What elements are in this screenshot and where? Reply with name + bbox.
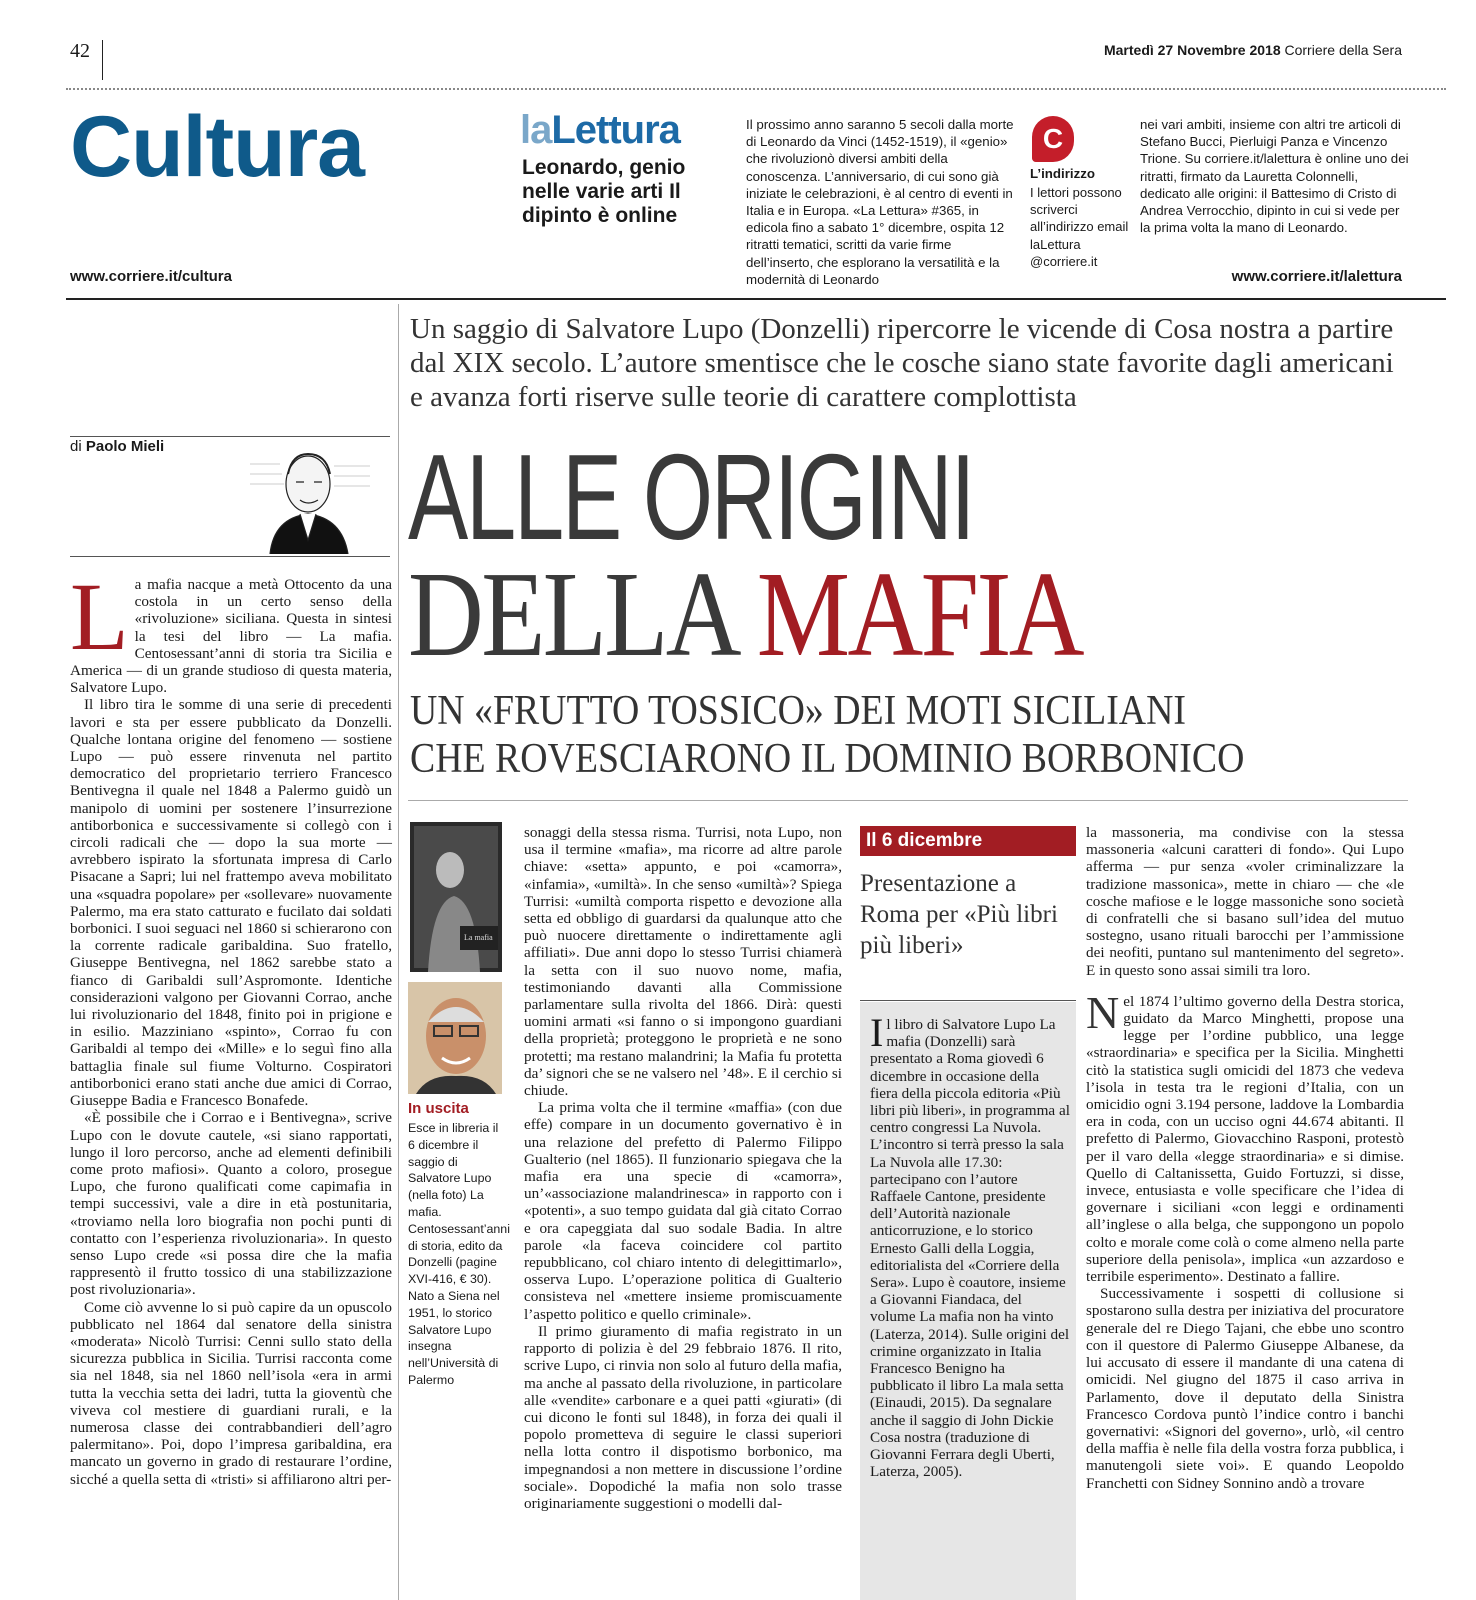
article-column-3 [1086,824,1404,1492]
byline-rule [70,436,390,437]
subtitle-line-2: CHE ROVESCIARONO IL DOMINIO BORBONICO [410,736,1245,782]
byline-prefix: di [70,438,82,455]
box-rule [860,1000,1076,1001]
paragraph: sonaggi della stessa risma. Turrisi, nota Lupo, non usa il termine «mafia», ma ricorre ad altre parole chiave: «setta» appunto, e poi «camorra», «infamia», «umiltà». In che senso «umiltà»? Spiega Turrisi: «umiltà comporta rispetto e devozione alla setta ed obbligo di guardarsi da qualunque atto che può nuocere direttamente o indirettamente agli affiliati». Due anni dopo lo stesso Turrisi chiamerà la setta con il suo nuovo nome, mafia, testimoniando davanti alla Commissione parlamentare sulla rivolta del 1866. Dirà: questi uomini armati «si fanno o si impongono guardiani della proprietà; proteggono le proprietà e ne sono protetti; ma restano malandrini; la Mafia fu protetta da’ signori che se ne valsero nel ’48». E il cerchio si chiude. [524,824,842,1100]
paragraph: Il libro tira le somme di una serie di precedenti lavori e sta per essere pubblicato da Donzelli. Qualche lontana origine del fenomeno — sostiene Lupo — può essere rinvenuta nel partito democratico del proprietario terriero Francesco Bentivegna il quale nel 1848 a Palermo guidò un manipolo di uomini per sostenere l’insurrezione antiborbonica e successivamente si collegò con i circoli radicali che — dopo la sua morte — avrebbero ispirato la sfortunata impresa di Carlo Pisacane a Sapri; lui nel frattempo aveva mobilitato una «squadra popolare» per «sollevare» nuovamente Palermo, ma era stato catturato e fucilato dai soldati borbonici. I suoi seguaci nel 1860 si schierarono con la corrente radicale garibaldina. Suo fratello, Giuseppe Bentivegna, nel 1862 sarebbe stato a fianco di Garibaldi sull’Aspromonte. Identiche considerazioni valgono per Giovanni Corrao, anche lui rivoluzionario del 1848, finito poi in prigione e in esilio. Mazziniano «spinto», Corrao fu con Garibaldi al tempo dei «Mille» e lo seguì fino alla battaglia finale sul fiume Volturno. Cospiratori antiborbonici erano stati anche due amici di Corrao, Giuseppe Badia e Francesco Bonafede. [70,696,392,1110]
paragraph: «È possibile che i Corrao e i Bentivegna», scrive Lupo con le dovute cautele, «si siano rapportati, lungo il loro percorso, anche ad elementi definibili come proto mafiosi». Quanto a coloro, prosegue Lupo, che furono qualificati come capimafia in tempi successivi, vale a dire in età postunitaria, «troviamo nella loro biografia non pochi punti di contatto con l’esperienza rivoluzionaria». In questo senso Lupo crede «si possa dire che la mafia rappresentò il frutto tossico di una stabilizzazione post rivoluzionaria». [70,1109,392,1299]
section-url[interactable]: www.corriere.it/cultura [70,268,232,285]
dateline [1104,42,1402,58]
issue-date: Martedì 27 Novembre 2018 [1103,42,1281,58]
article-kicker: Un saggio di Salvatore Lupo (Donzelli) ripercorre le vicende di Cosa nostra a partire dal XIX secolo. L’autore smentisce che le cosche siano state favorite dagli americani e avanza forti riserve sulle teorie di carattere complottista [410,313,1394,413]
headline-line-2 [408,547,1082,682]
author-portrait-image [230,444,380,554]
lettura-url[interactable]: www.corriere.it/lalettura [1231,268,1402,285]
header-divider [102,40,103,80]
box-text [870,1010,1070,1481]
section-title: Cultura [70,99,364,195]
page-number: 42 [70,40,90,62]
article-column-1 [70,563,392,1488]
headline-mafia: MAFIA [756,547,1082,682]
paragraph: La prima volta che il termine «maffia» (con due effe) compare in un documento governativo è in una relazione del prefetto di Palermo Filippo Gualterio (nel 1865). Il funzionario spiegava che la mafia era una specie di «camorra», un’«associazione malandrinesca» in rapporto con i «potenti», a suo tempo guidata dal già citato Corrao e ora capeggiata dal suo sodale Badia. In altre parole «la faceva coincidere col partito repubblicano, col chiaro intento di delegittimarlo», osserva Lupo. L’operazione politica di Gualterio consisteva nel «mettere insieme promiscuamente l’aspetto politico e quello criminale». [524,1099,842,1323]
dropcap: L [70,563,129,670]
byline [70,438,164,455]
author-name: Paolo Mieli [85,438,165,455]
box-dropcap: I [870,1010,884,1055]
lettura-text-2: nei vari ambiti, insieme con altri tre articoli di Stefano Bucci, Pierluigi Panza e Vincenzo Trione. Su corriere.it/lalettura è online uno dei ritratti, firmato da Lauretta Colonnelli, dedicato alle origini: il Battesimo di Cristo di Andrea Verrocchio, dipinto in cui si vede per la prima volta la mano di Leonardo. [1140,117,1409,236]
box-tag: Il 6 dicembre [860,826,1076,856]
newspaper-name: Corriere della Sera [1284,42,1402,58]
article-column-2 [524,824,842,1512]
indirizzo-text: I lettori possono scriverci all’indirizzo email laLettura @corriere.it [1030,185,1129,269]
header-rule [66,298,1446,300]
subtitle-line-1: UN «FRUTTO TOSSICO» DEI MOTI SICILIANI [410,688,1186,734]
book-cover-title: La mafia [464,933,493,942]
paragraph-gap [1086,979,1404,993]
salvatore-lupo-photo [408,982,502,1094]
paragraph: el 1874 l’ultimo governo della Destra storica, guidato da Marco Minghetti, propose una legge per l’ordine pubblico, una legge «straordinaria» e specifica per la Sicilia. Minghetti citò la statistica sugli omicidi del 1873 che vedeva l’isola in testa tra le regioni d’Italia, con un omicidio ogni 3.194 persone, laddove la Lombardia era in coda, con un ucciso ogni 44.674 abitanti. Il prefetto di Palermo, Giovacchino Rasponi, protestò per il varo della «legge straordinaria» e si dimise. Quello di Caltanissetta, Guido Fortuzzi, si disse, invece, entusiasta e volle specificare che l’idea di governare i siciliani «con leggi e ordinamenti all’inglese o alla belga, che suppongono un popolo colto e morale come colà o come almeno nella parte superiore della penisola», implica «un azzardoso e terribile esperimento». Destinato a fallire. [1086,992,1404,1286]
in-uscita-text: Esce in libreria il 6 dicembre il saggio di Salvatore Lupo (nella foto) La mafia. Centosessant’anni di storia, edito da Donzelli (pagine XVI-416, € 30). Nato a Siena nel 1951, lo storico Salvatore Lupo insegna nell’Università di Palermo [408,1121,510,1387]
lettura-headline: Leonardo, genio nelle varie arti Il dipinto è online [522,156,686,227]
dotted-rule [66,88,1446,90]
logo-la: la [520,108,552,152]
box-paragraph: l libro di Salvatore Lupo La mafia (Donzelli) sarà presentato a Roma giovedì 6 dicembre in occasione della fiera della piccola editoria «Più libri più liberi», in programma al centro congressi La Nuvola. L’incontro si terrà presso la sala La Nuvola alle 17.30: partecipano con l’autore Raffaele Cantone, presidente dell’Autorità nazionale anticorruzione, e lo storico Ernesto Galli della Loggia, editorialista del «Corriere della Sera». Lupo è coautore, insieme a Giovanni Fiandaca, del volume La mafia non ha vinto (Laterza, 2014). Sulle origini del crimine organizzato in Italia Francesco Benigno ha pubblicato il libro La mala setta (Einaudi, 2015). Da segnalare anche il saggio di John Dickie Cosa nostra (traduzione di Giovanni Ferrara degli Uberti, Laterza, 2005). [870,1016,1070,1481]
la-lettura-logo [520,110,680,150]
in-uscita-title: In uscita [408,1100,469,1117]
paragraph: a mafia nacque a metà Ottocento da una costola in un certo senso della «rivoluzione» siciliana. Questa in sintesi la tesi del libro — La mafia. Centosessant’anni di storia tra Sicilia e America — di un grande studioso di questa materia, Salvatore Lupo. [70,576,392,697]
logo-lettura: Lettura [551,108,680,152]
column-separator [398,304,399,1600]
indirizzo-title: L’indirizzo [1030,166,1096,181]
paragraph: Successivamente i sospetti di collusione si spostarono sulla destra per iniziativa del procuratore generale del re Diego Tajani, che ebbe uno scontro con il questore di Palermo Giuseppe Albanese, da lui accusato di essere il mandante di una catena di omicidi. Nel giugno del 1875 il caso arriva in Parlamento, dove il deputato della Sinistra Francesco Cordova puntò l’indice contro i banchi governativi: «Signori del governo», urlò, «il centro della maffia è nelle fila della vostra forza pubblica, i manutengoli siete voi». E quando Leopoldo Franchetti con Sidney Sonnino andò a trovare [1086,1285,1404,1492]
headline-della: DELLA [408,547,757,682]
paragraph: Come ciò avvenne lo si può capire da un opuscolo pubblicato nel 1864 dal senatore della sinistra «moderata» Nicolò Turrisi: Cenni sullo stato della sicurezza pubblica in Sicilia. Turrisi racconta come sia nel 1848, sia nel 1860 nell’isola «era in armi tutta la vecchia setta dei ladri, tutta la gioventù che viveva col mestiere di guardiani rurali, e la numerosa classe dei contrabbandieri dell’agro palermitano». Poi, dopo l’impresa garibaldina, era mancato un governo in grado di restaurare l’ordine, sicché a quella setta di «tristi» si affiliarono altri per- [70,1298,392,1488]
book-cover-image [410,822,502,972]
byline-rule-bottom [70,556,390,557]
lettura-text-1: Il prossimo anno saranno 5 secoli dalla morte di Leonardo da Vinci (1452-1519), il «genio» che rivoluzionò diversi ambiti della conoscenza. L’anniversario, di cui sono già iniziate le celebrazioni, è al centro di eventi in Italia e in Europa. «La Lettura» #365, in edicola fino a sabato 1° dicembre, ospita 12 ritratti tematici, scritti da varie firme dell’inserto, che esplorano la versatilità e la modernità di Leonardo [746,117,1014,287]
corriere-c-icon: C [1032,116,1074,162]
headline-rule [408,800,1408,801]
box-title: Presentazione a Roma per «Più libri più liberi» [860,870,1058,959]
paragraph: Il primo giuramento di mafia registrato in un rapporto di polizia è del 29 febbraio 1876. Il rito, scrive Lupo, ci rinvia non solo al futuro della mafia, ma anche al passato della rivoluzione, in particolare alle «vendite» carbonare e a quei patti «giurati» (di cui dicono le fonti sul 1848), in forza dei quali il popolo prometteva di seguire le classi superiori nella lotta contro il dispotismo borbonico, ma impegnandosi a non mettere in discussione l’ordine sociale». Dopodiché la mafia non solo trasse originariamente suggestioni o modelli dal- [524,1322,842,1512]
dropcap-n: N [1086,986,1120,1038]
headline-line-1: ALLE ORIGINI [408,429,974,565]
paragraph: la massoneria, ma condivise con la stessa massoneria «alcuni caratteri di fondo». Qui Lupo afferma — pur senza «voler criminalizzare la tradizione massonica», mette in chiaro — che «le cosche mafiose e le logge massoniche sono società di confratelli che si basano sull’idea del mutuo sostegno, usano rituali barocchi per l’ammissione dei neofiti, puntano sul mantenimento del segreto». E in questo sono assai simili tra loro. [1086,824,1404,979]
